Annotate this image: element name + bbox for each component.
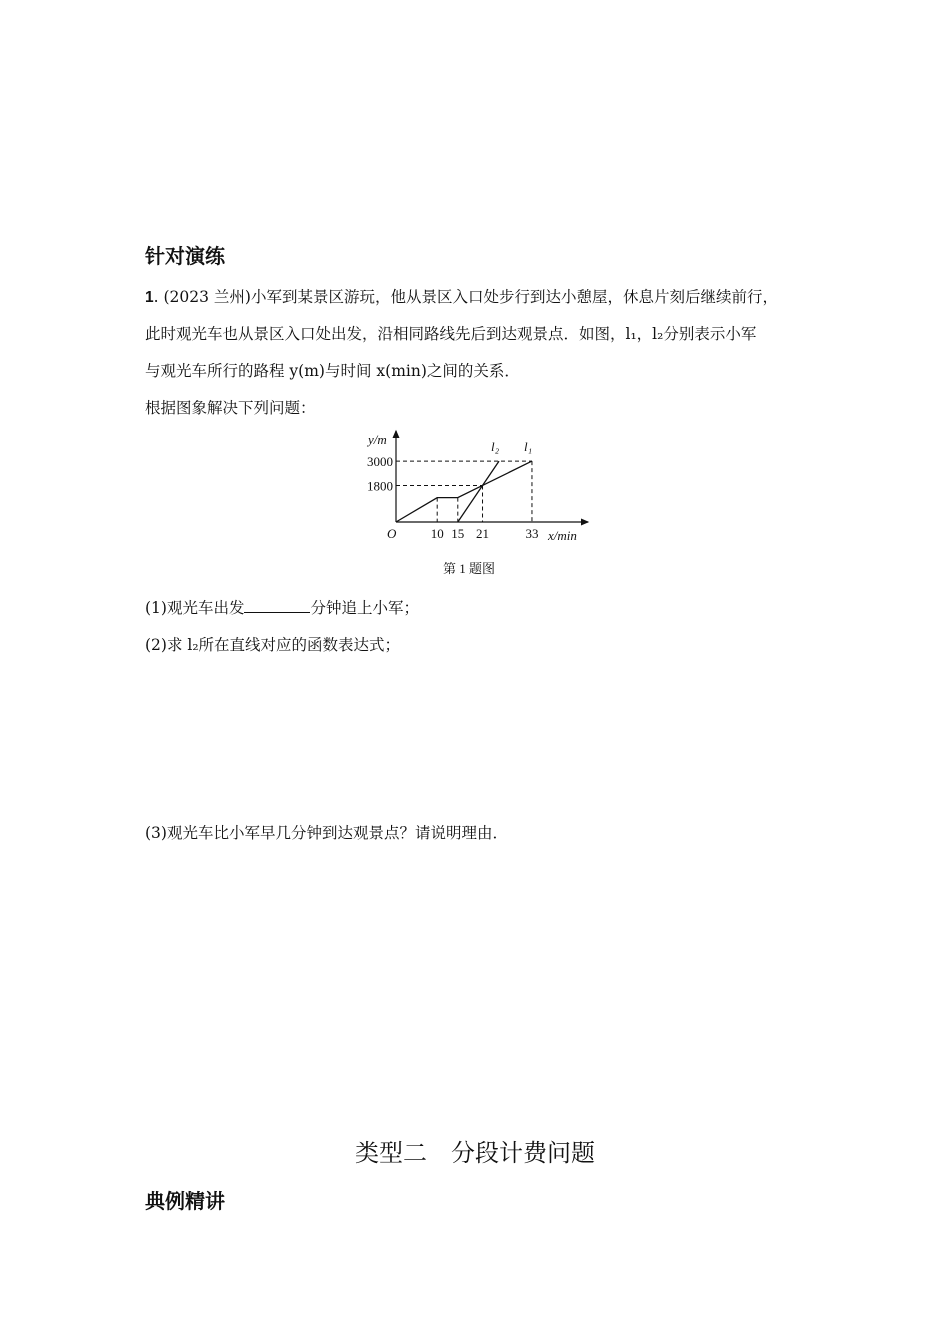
x-tick-label: 15 [451,526,465,541]
part-1-text-end: 分钟追上小军； [310,599,419,617]
question-number: 1 [145,289,154,306]
y-tick-label: 3000 [367,454,393,470]
part-1 [145,598,419,618]
section-heading-examples: 典例精讲 [145,1189,225,1213]
x-axis-label: x/min [548,528,577,543]
section-heading-practice: 针对演练 [145,244,225,268]
answer-blank[interactable] [244,598,310,613]
part-3: (3)观光车比小军早几分钟到达观景点？请说明理由． [145,824,508,842]
series-label-l1: l₁ [523,439,533,455]
series-label-l2: l₂ [491,439,500,455]
series-l2 [458,461,499,522]
y-axis-label: y/m [368,432,387,447]
y-tick-label: 1800 [367,478,393,494]
question-line-2: 此时观光车也从景区入口处出发，沿相同路线先后到达观景点．如图，l₁，l₂分别表示小军 [145,325,757,343]
section-title-type-two: 类型二 分段计费问题 [355,1139,595,1167]
part-2: (2)求 l₂所在直线对应的函数表达式； [145,636,401,654]
origin-label: O [387,526,397,541]
part-1-text: (1)观光车出发 [145,599,245,617]
x-tick-label: 21 [476,526,490,541]
x-tick-label: 10 [430,526,444,541]
question-line-1 [145,287,778,308]
x-tick-label: 33 [525,526,539,541]
figure-caption: 第 1 题图 [443,561,496,576]
distance-time-graph [350,425,600,590]
question-text: . (2023 兰州)小军到某景区游玩，他从景区入口处步行到达小憩屋，休息片刻后继续前行， [153,288,778,306]
question-line-3: 与观光车所行的路程 y(m)与时间 x(min)之间的关系． [145,362,520,380]
question-line-4: 根据图象解决下列问题： [145,399,316,417]
